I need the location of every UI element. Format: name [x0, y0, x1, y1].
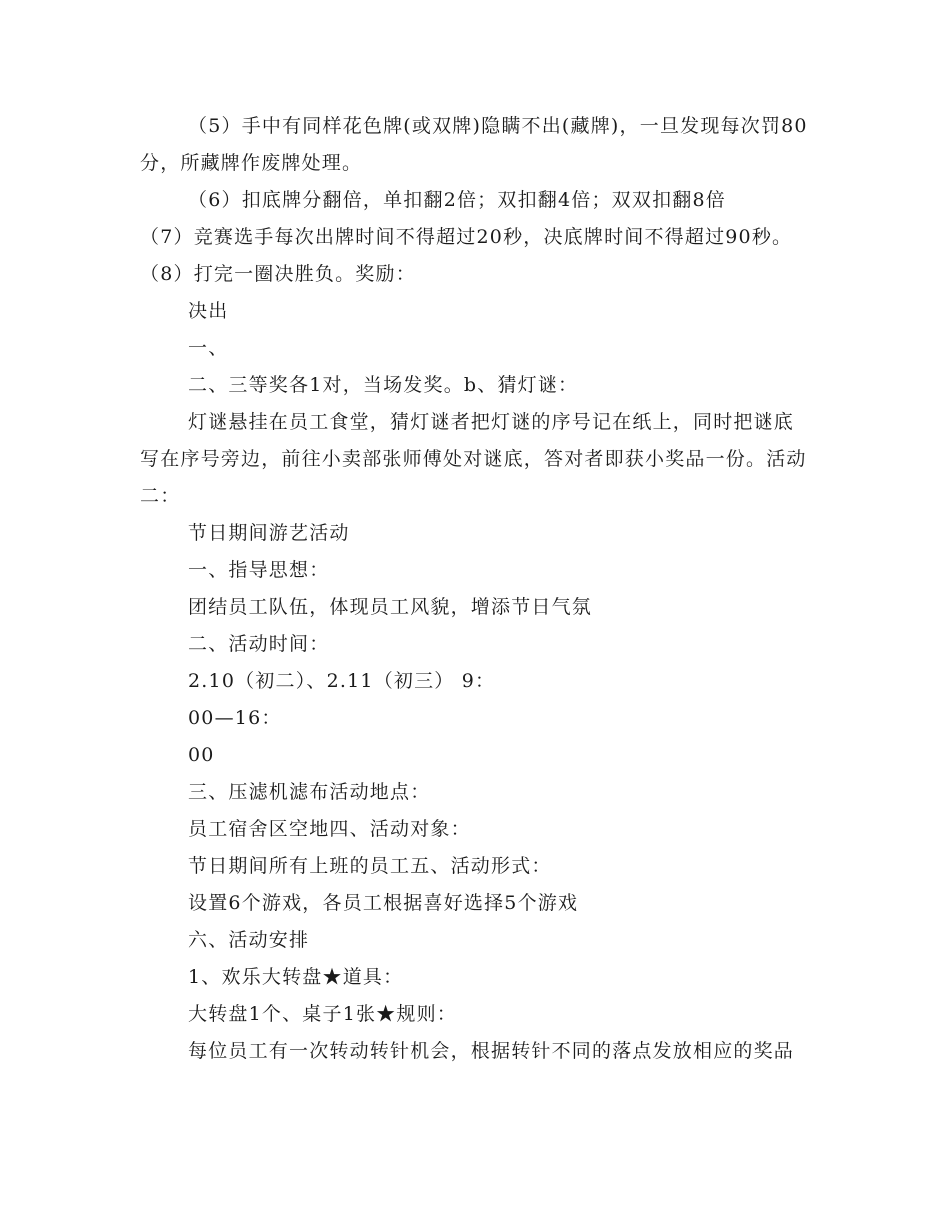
paragraph-wheel-rules: 每位员工有一次转动转针机会，根据转针不同的落点发放相应的奖品 [188, 1040, 795, 1062]
paragraph-rule-7-8: （7）竞赛选手每次出牌时间不得超过20秒，决底牌时间不得超过90秒。（8）打完一圈决胜负。奖励： [140, 226, 793, 285]
heading-holiday-activities: 节日期间游艺活动 [188, 522, 350, 544]
paragraph-activity-hours: 00—16： [188, 707, 282, 729]
paragraph-first: 一、 [188, 337, 229, 359]
document-body [140, 108, 810, 1070]
paragraph-decide: 决出 [188, 300, 229, 322]
paragraph-activity-dates: 2.10（初二）、2.11（初三） 9： [188, 670, 496, 692]
paragraph-lantern-riddles: 灯谜悬挂在员工食堂，猜灯谜者把灯谜的序号记在纸上，同时把谜底写在序号旁边，前往小卖部张师傅处对谜底，答对者即获小奖品一份。活动二： [140, 411, 807, 507]
heading-guiding-idea: 一、指导思想： [188, 559, 330, 581]
heading-activity-time: 二、活动时间： [188, 633, 330, 655]
paragraph-rule-5: （5）手中有同样花色牌(或双牌)隐瞒不出(藏牌)，一旦发现每次罚80分，所藏牌作废牌处理。 [140, 115, 808, 174]
heading-activity-location: 三、压滤机滤布活动地点： [188, 781, 431, 803]
paragraph-location-target: 员工宿舍区空地四、活动对象： [188, 818, 471, 840]
paragraph-wheel-items: 大转盘1个、桌子1张★规则： [188, 1003, 457, 1025]
paragraph-guiding-idea: 团结员工队伍，体现员工风貌，增添节日气氛 [188, 596, 593, 618]
paragraph-games-setup: 设置6个游戏，各员工根据喜好选择5个游戏 [188, 892, 579, 914]
paragraph-second-third-prize: 二、三等奖各1对，当场发奖。b、猜灯谜： [188, 374, 579, 396]
paragraph-target-form: 节日期间所有上班的员工五、活动形式： [188, 855, 552, 877]
paragraph-activity-hours-end: 00 [188, 744, 215, 766]
paragraph-rule-6: （6）扣底牌分翻倍，单扣翻2倍；双扣翻4倍；双双扣翻8倍 [188, 189, 726, 211]
heading-activity-arrangement: 六、活动安排 [188, 929, 310, 951]
paragraph-wheel-props: 1、欢乐大转盘★道具： [188, 966, 404, 988]
